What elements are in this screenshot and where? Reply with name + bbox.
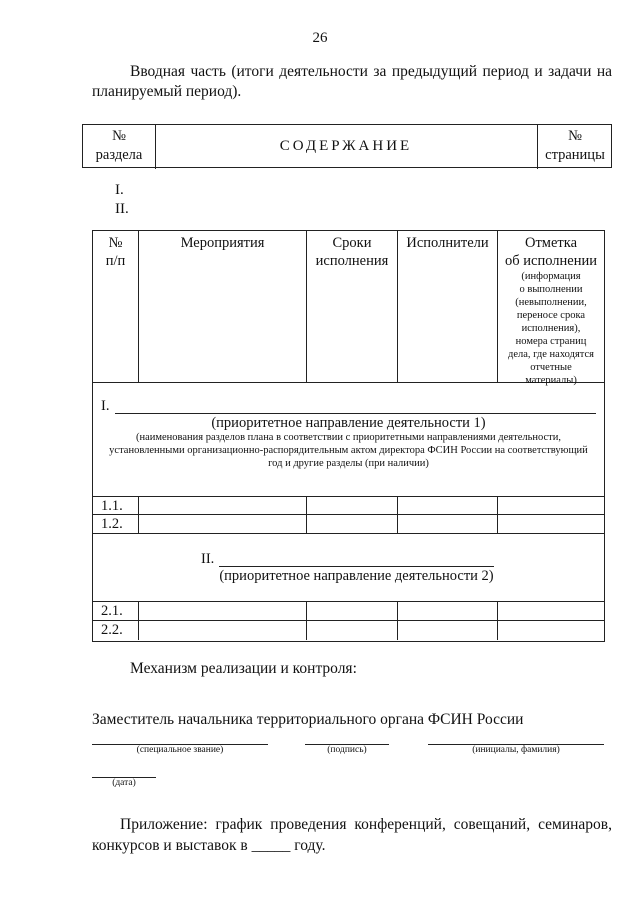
header-mark-line1: Отметка (524, 235, 578, 251)
section1-note-line: установленными организационно-распорядительным актом директора ФСИН России на соответствующий (109, 445, 588, 456)
section-number-label: № (112, 128, 126, 144)
header-mark-note (498, 270, 604, 387)
row-2-1: 2.1. (101, 603, 123, 619)
mechanism-heading: Механизм реализации и контроля: (130, 660, 357, 677)
header-mark (498, 234, 604, 387)
roman-item-2: II. (115, 201, 129, 217)
mark-note-line: исполнения), (521, 323, 581, 334)
mark-note-line: о выполнении (519, 284, 583, 295)
section1-direction: (приоритетное направление деятельности 1) (211, 415, 486, 431)
section-number-header (83, 125, 156, 169)
mark-note-line: номера страниц (515, 336, 587, 347)
header-deadlines (307, 234, 397, 270)
name-caption: (инициалы, фамилия) (472, 745, 560, 755)
mark-note-line: отчетные (530, 362, 572, 373)
signature-title: Заместитель начальника территориального органа ФСИН России (92, 711, 524, 728)
mark-note-line: (информация (521, 271, 581, 282)
section1-roman: I. (101, 398, 110, 414)
plan-table (92, 230, 605, 642)
mark-note-line: дела, где находятся (507, 349, 595, 360)
mark-note-line: материалы) (525, 375, 577, 386)
header-mark-line2: об исполнении (505, 253, 597, 269)
mark-note-line: (невыполнении, (515, 297, 587, 308)
section1-note (93, 431, 604, 470)
contents-header: СОДЕРЖАНИЕ (279, 138, 413, 154)
rank-caption: (специальное звание) (136, 745, 224, 755)
page-number-header (537, 125, 612, 169)
signature-caption: (подпись) (327, 745, 367, 755)
roman-item-1: I. (115, 182, 124, 198)
section1-note-line: (наименования разделов плана в соответствии с приоритетными направлениями деятельности, (135, 432, 562, 443)
header-num-line2: п/п (105, 253, 126, 269)
page-number-label-2: страницы (545, 147, 605, 163)
header-executors: Исполнители (406, 235, 489, 251)
row-2-2: 2.2. (101, 622, 123, 638)
section-number-label-2: раздела (95, 147, 143, 163)
header-num-line1: № (108, 235, 123, 251)
contents-table (82, 124, 612, 168)
header-events: Мероприятия (180, 235, 265, 251)
header-deadlines-line2: исполнения (315, 253, 389, 269)
date-caption: (дата) (112, 778, 136, 788)
row-1-2: 1.2. (101, 516, 123, 532)
section1-note-line: год и другие разделы (при наличии) (268, 458, 429, 469)
row-1-1: 1.1. (101, 498, 123, 514)
section2-roman: II. (201, 551, 215, 567)
header-num (93, 234, 138, 270)
section2-direction: (приоритетное направление деятельности 2) (219, 568, 494, 584)
appendix-paragraph: Приложение: график проведения конференций, совещаний, семинаров, конкурсов и выставок в _____ году. (92, 816, 612, 854)
intro-paragraph: Вводная часть (итоги деятельности за предыдущий период и задачи на планируемый период). (92, 63, 612, 100)
page-number: 26 (312, 30, 328, 46)
mark-note-line: переносе срока (516, 310, 586, 321)
page-number-label: № (568, 128, 582, 144)
header-deadlines-line1: Сроки (332, 235, 372, 251)
